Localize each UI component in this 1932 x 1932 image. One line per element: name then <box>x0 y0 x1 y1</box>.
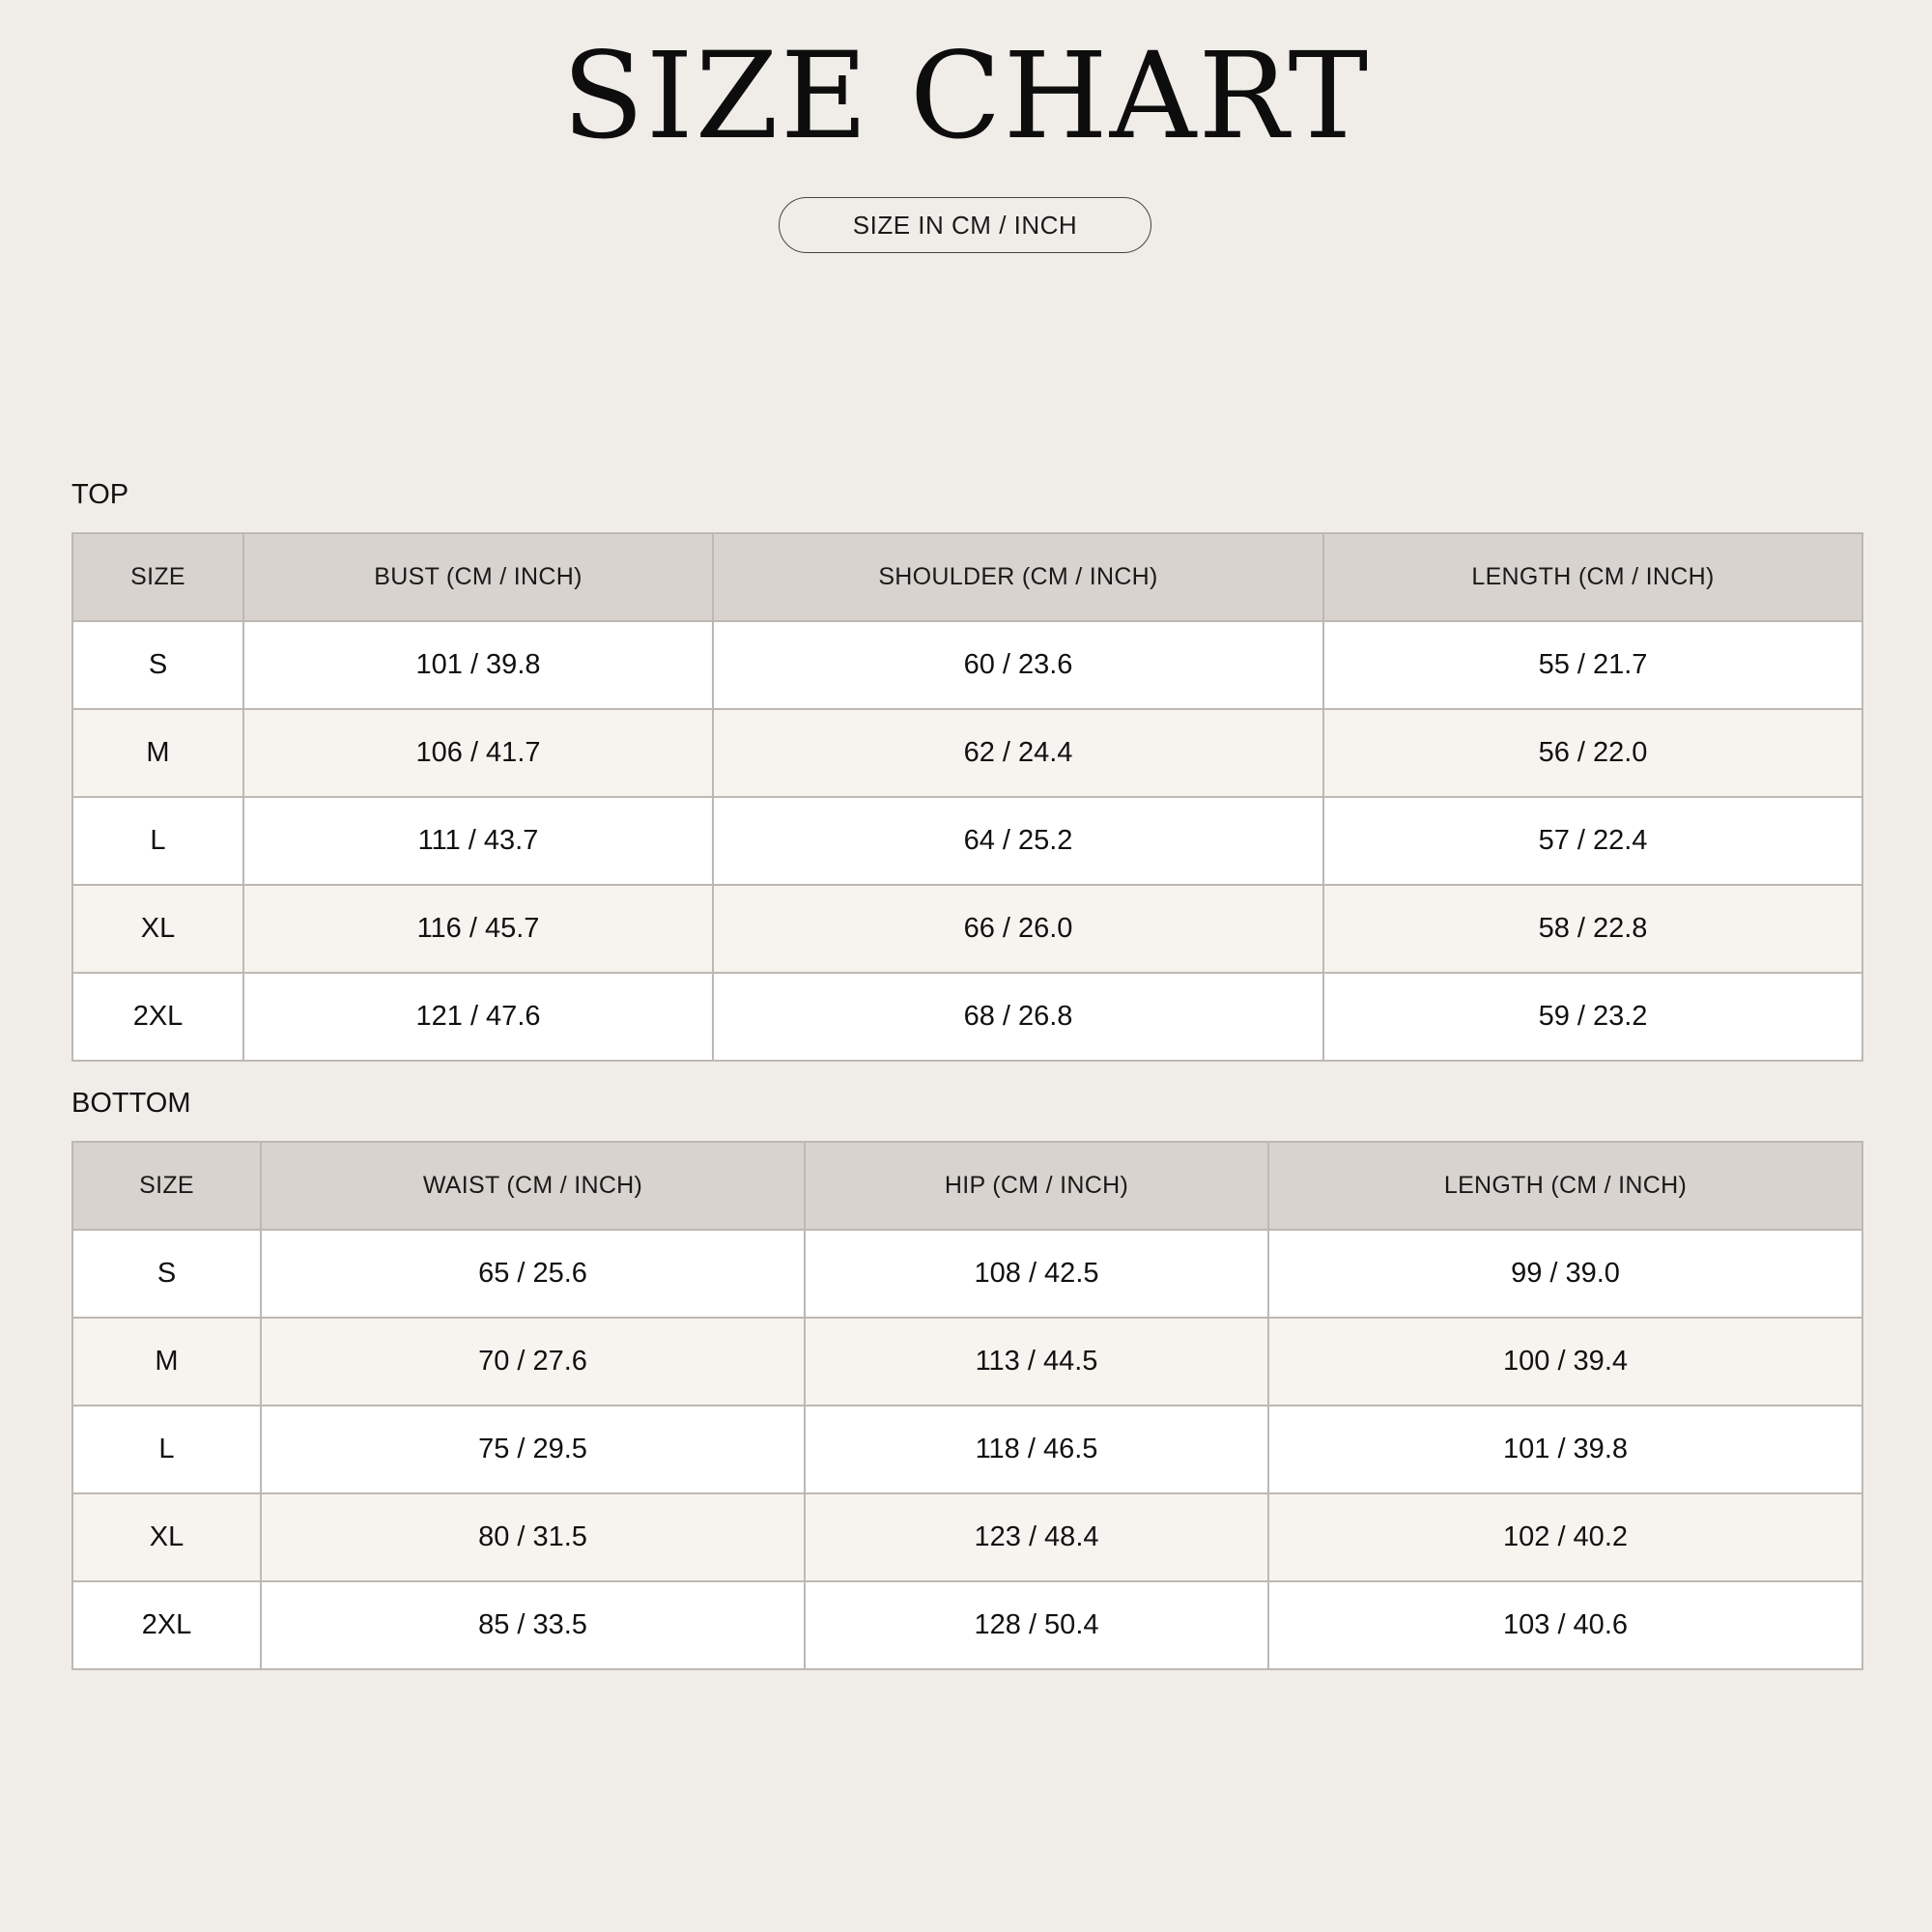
size-cell: XL <box>72 1493 261 1581</box>
hip-cell: 108 / 42.5 <box>805 1230 1268 1318</box>
table-row <box>72 797 1862 885</box>
bottom-size-table <box>71 1141 1863 1670</box>
shoulder-cell: 62 / 24.4 <box>713 709 1323 797</box>
table-row <box>72 885 1862 973</box>
size-cell: S <box>72 621 243 709</box>
waist-cell: 75 / 29.5 <box>261 1406 805 1493</box>
table-row <box>72 1406 1862 1493</box>
shoulder-cell: 66 / 26.0 <box>713 885 1323 973</box>
length-cell: 101 / 39.8 <box>1268 1406 1862 1493</box>
top-header-size: SIZE <box>72 533 243 621</box>
bottom-header-hip: HIP (CM / INCH) <box>805 1142 1268 1230</box>
length-cell: 100 / 39.4 <box>1268 1318 1862 1406</box>
top-size-table <box>71 532 1863 1062</box>
top-header-shoulder: SHOULDER (CM / INCH) <box>713 533 1323 621</box>
size-cell: M <box>72 709 243 797</box>
size-cell: 2XL <box>72 1581 261 1669</box>
bust-cell: 121 / 47.6 <box>243 973 713 1061</box>
length-cell: 55 / 21.7 <box>1323 621 1862 709</box>
table-row <box>72 621 1862 709</box>
table-row <box>72 1493 1862 1581</box>
length-cell: 102 / 40.2 <box>1268 1493 1862 1581</box>
waist-cell: 65 / 25.6 <box>261 1230 805 1318</box>
waist-cell: 70 / 27.6 <box>261 1318 805 1406</box>
bust-cell: 106 / 41.7 <box>243 709 713 797</box>
bottom-header-waist: WAIST (CM / INCH) <box>261 1142 805 1230</box>
length-cell: 57 / 22.4 <box>1323 797 1862 885</box>
hip-cell: 128 / 50.4 <box>805 1581 1268 1669</box>
bottom-header-size: SIZE <box>72 1142 261 1230</box>
bust-cell: 111 / 43.7 <box>243 797 713 885</box>
shoulder-cell: 60 / 23.6 <box>713 621 1323 709</box>
size-cell: M <box>72 1318 261 1406</box>
size-cell: L <box>72 797 243 885</box>
bottom-header-row <box>72 1142 1862 1230</box>
table-row <box>72 1318 1862 1406</box>
hip-cell: 118 / 46.5 <box>805 1406 1268 1493</box>
length-cell: 99 / 39.0 <box>1268 1230 1862 1318</box>
bottom-section-label: BOTTOM <box>71 1088 191 1119</box>
size-cell: L <box>72 1406 261 1493</box>
length-cell: 56 / 22.0 <box>1323 709 1862 797</box>
top-header-length: LENGTH (CM / INCH) <box>1323 533 1862 621</box>
table-row <box>72 1581 1862 1669</box>
bust-cell: 116 / 45.7 <box>243 885 713 973</box>
top-header-bust: BUST (CM / INCH) <box>243 533 713 621</box>
hip-cell: 113 / 44.5 <box>805 1318 1268 1406</box>
length-cell: 58 / 22.8 <box>1323 885 1862 973</box>
bottom-header-length: LENGTH (CM / INCH) <box>1268 1142 1862 1230</box>
length-cell: 59 / 23.2 <box>1323 973 1862 1061</box>
shoulder-cell: 64 / 25.2 <box>713 797 1323 885</box>
waist-cell: 80 / 31.5 <box>261 1493 805 1581</box>
waist-cell: 85 / 33.5 <box>261 1581 805 1669</box>
top-section-label: TOP <box>71 479 129 510</box>
bust-cell: 101 / 39.8 <box>243 621 713 709</box>
top-header-row <box>72 533 1862 621</box>
hip-cell: 123 / 48.4 <box>805 1493 1268 1581</box>
size-cell: XL <box>72 885 243 973</box>
shoulder-cell: 68 / 26.8 <box>713 973 1323 1061</box>
table-row <box>72 1230 1862 1318</box>
length-cell: 103 / 40.6 <box>1268 1581 1862 1669</box>
size-cell: S <box>72 1230 261 1318</box>
size-cell: 2XL <box>72 973 243 1061</box>
table-row <box>72 973 1862 1061</box>
page-title: SIZE CHART <box>561 27 1371 166</box>
unit-badge: SIZE IN CM / INCH <box>779 197 1151 253</box>
table-row <box>72 709 1862 797</box>
